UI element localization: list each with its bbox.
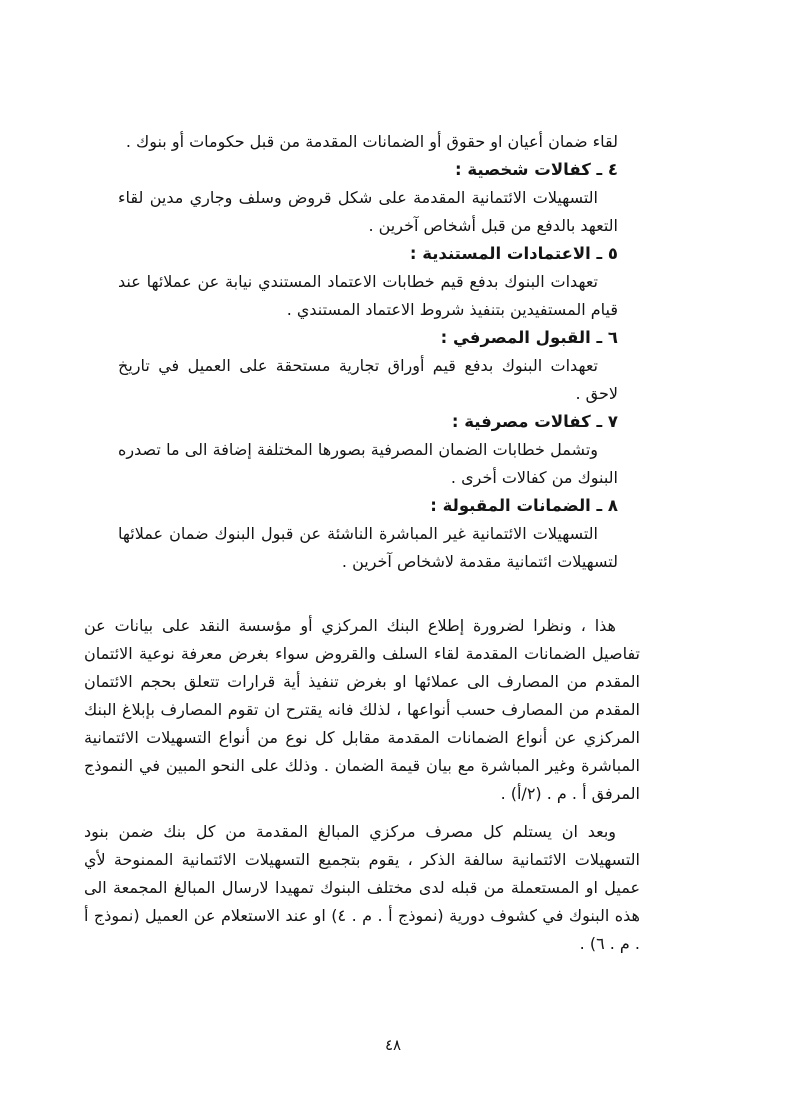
page-number: ٤٨ [384, 1036, 402, 1054]
section-6-body: تعهدات البنوك بدفع قيم أوراق تجارية مستحقة على العميل في تاريخ لاحق . [118, 356, 618, 403]
numbered-sections-block [118, 128, 618, 576]
closing-paragraphs-block [84, 612, 640, 968]
section-8 [118, 492, 618, 576]
paragraph-central-bank-reporting: هذا ، ونظرا لضرورة إطلاع البنك المركزي أو مؤسسة النقد على بيانات عن تفاصيل الضمانات المقدمة لقاء السلف والقروض سواء بغرض معرفة نوعية الائتمان المقدم من المصارف الى عملائها او بغرض تنفيذ أية قرارات تتعلق بحجم الائتمان المقدم من المصارف حسب أنواعها ، لذلك فانه يقترح ان تقوم المصارف بإبلاغ البنك المركزي عن أنواع الضمانات المقدمة مقابل كل نوع من أنواع التسهيلات الائتمانية المباشرة وغير المباشرة مع بيان قيمة الضمان . وذلك على النحو المبين في النموذج المرفق أ . م . (٢/أ) . [84, 616, 640, 803]
paragraph-continuation-line: لقاء ضمان أعيان او حقوق أو الضمانات المقدمة من قبل حكومات أو بنوك . [125, 132, 618, 151]
section-6-heading: ٦ ـ القبول المصرفي : [440, 328, 618, 347]
section-8-body: التسهيلات الائتمانية غير المباشرة الناشئة عن قبول البنوك ضمان عملائها لتسهيلات ائتمانية مقدمة لاشخاص آخرين . [118, 524, 618, 571]
section-5 [118, 240, 618, 324]
section-4-heading: ٤ ـ كفالات شخصية : [455, 160, 618, 179]
section-4 [118, 156, 618, 240]
section-7 [118, 408, 618, 492]
section-5-heading: ٥ ـ الاعتمادات المستندية : [409, 244, 618, 263]
section-6 [118, 324, 618, 408]
paragraph-aggregation-of-amounts: وبعد ان يستلم كل مصرف مركزي المبالغ المقدمة من كل بنك ضمن بنود التسهيلات الائتمانية سالفة الذكر ، يقوم بتجميع التسهيلات الائتمانية الممنوحة لأي عميل او المستعملة من قبله لدى مختلف البنوك تمهيدا لارسال المبالغ المجمعة الى هذه البنوك في كشوف دورية (نموذج أ . م . ٤) او عند الاستعلام عن العميل (نموذج أ . م . ٦) . [84, 822, 640, 953]
section-4-body: التسهيلات الائتمانية المقدمة على شكل قروض وسلف وجاري مدين لقاء التعهد بالدفع من قبل أشخاص آخرين . [118, 188, 618, 235]
section-7-heading: ٧ ـ كفالات مصرفية : [451, 412, 618, 431]
section-8-heading: ٨ ـ الضمانات المقبولة : [430, 496, 618, 515]
section-5-body: تعهدات البنوك بدفع قيم خطابات الاعتماد المستندي نيابة عن عملائها عند قيام المستفيدين بتنفيذ شروط الاعتماد المستندي . [118, 272, 618, 319]
section-7-body: وتشمل خطابات الضمان المصرفية بصورها المختلفة إضافة الى ما تصدره البنوك من كفالات أخرى . [118, 440, 618, 487]
